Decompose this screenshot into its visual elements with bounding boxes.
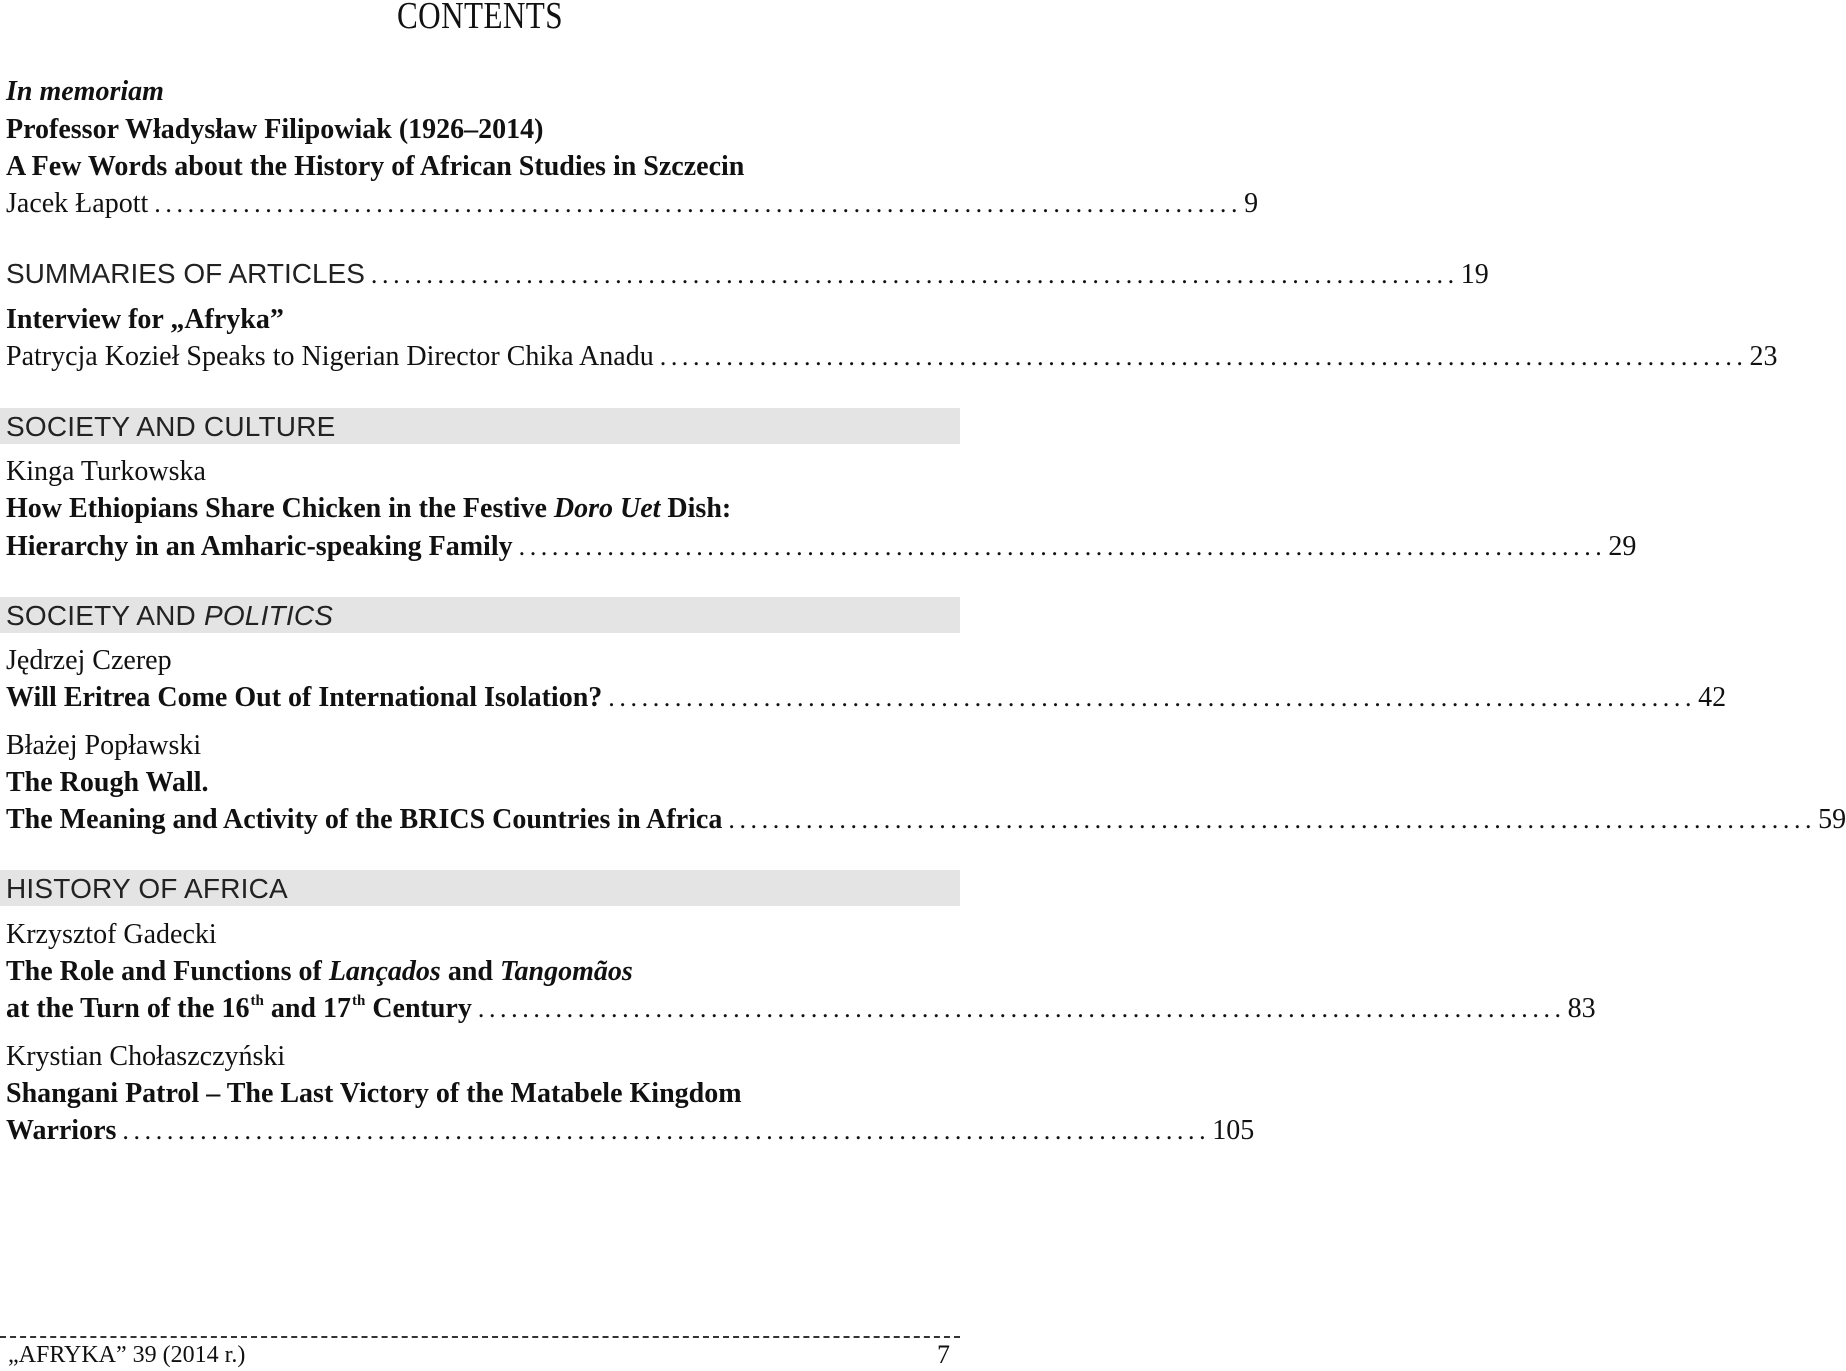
page-number: 9 <box>1244 188 1259 219</box>
politics-title-1: Will Eritrea Come Out of International Isolation? <box>6 682 603 713</box>
title-text: Century <box>365 993 472 1024</box>
memoriam-title-line2: A Few Words about the History of African Studies in Szczecin <box>6 151 745 182</box>
leader-dots: .................................................................................................. <box>154 189 1243 218</box>
politics-entry-2[interactable] <box>6 802 1846 838</box>
leader-dots: .................................................................................................. <box>477 994 1566 1023</box>
superscript: th <box>250 993 264 1009</box>
memoriam-label: In memoriam <box>6 76 164 107</box>
history-author-1: Krzysztof Gadecki <box>6 919 217 950</box>
heading-italic-text: POLITICS <box>203 600 334 631</box>
heading-text: SOCIETY AND <box>6 600 204 631</box>
footer-journal: „AFRYKA” 39 (2014 r.) <box>8 1342 246 1368</box>
section-heading-history: HISTORY OF AFRICA <box>6 873 288 904</box>
page-number: 105 <box>1212 1115 1255 1146</box>
page-number: 59 <box>1818 804 1846 835</box>
leader-dots: .................................................................................................. <box>122 1116 1211 1145</box>
page-number: 19 <box>1460 259 1489 290</box>
title-italic-term: Doro Uet <box>553 493 661 524</box>
title-italic-term: Tangomãos <box>499 956 633 987</box>
page-number: 29 <box>1608 531 1637 562</box>
history-author-2: Krystian Chołaszczyński <box>6 1041 286 1072</box>
leader-dots: .................................................................................................. <box>659 342 1748 371</box>
title-text: How Ethiopians Share Chicken in the Festive <box>6 493 554 524</box>
politics-entry-1[interactable] <box>6 680 1727 716</box>
leader-dots: .................................................................................................. <box>370 260 1459 289</box>
section-heading-society-culture: SOCIETY AND CULTURE <box>6 411 336 442</box>
title-italic-term: Lançados <box>328 956 441 987</box>
memoriam-author: Jacek Łapott <box>6 188 149 219</box>
summaries-label: SUMMARIES OF ARTICLES <box>6 258 365 289</box>
title-text: at the Turn of the 16 <box>6 993 250 1024</box>
title-text: and 17 <box>263 993 351 1024</box>
page-title: CONTENTS <box>396 0 563 37</box>
leader-dots: .................................................................................................. <box>728 805 1817 834</box>
page-number: 42 <box>1698 682 1727 713</box>
leader-dots: .................................................................................................. <box>518 532 1607 561</box>
history-entry-1[interactable] <box>6 991 1596 1027</box>
memoriam-title-line1: Professor Władysław Filipowiak (1926–2014) <box>6 114 544 145</box>
history-title-2-line1: Shangani Patrol – The Last Victory of the Matabele Kingdom <box>6 1078 742 1109</box>
title-text: The Role and Functions of <box>6 956 329 987</box>
politics-title-2-line2: The Meaning and Activity of the BRICS Countries in Africa <box>6 804 723 835</box>
society-culture-author: Kinga Turkowska <box>6 456 206 487</box>
history-title-1-line1 <box>6 954 950 990</box>
history-entry-2[interactable] <box>6 1113 1255 1149</box>
interview-subtitle: Patrycja Kozieł Speaks to Nigerian Director Chika Anadu <box>6 341 654 372</box>
page-number: 23 <box>1749 341 1778 372</box>
society-culture-entry[interactable] <box>6 529 1637 565</box>
politics-title-2-line1: The Rough Wall. <box>6 767 209 798</box>
title-text: and <box>440 956 500 987</box>
history-title-2-line2: Warriors <box>6 1115 117 1146</box>
memoriam-entry[interactable] <box>6 186 1259 222</box>
section-heading-society-politics <box>6 597 333 633</box>
page-number: 83 <box>1567 993 1596 1024</box>
history-title-1-line2 <box>6 991 472 1027</box>
interview-entry[interactable] <box>6 339 1778 375</box>
politics-author-2: Błażej Popławski <box>6 730 202 761</box>
leader-dots: .................................................................................................. <box>608 683 1697 712</box>
society-culture-title-line2: Hierarchy in an Amharic-speaking Family <box>6 531 513 562</box>
superscript: th <box>351 993 366 1009</box>
summaries-entry[interactable] <box>6 256 1489 292</box>
title-text: Dish: <box>660 493 732 524</box>
interview-title: Interview for „Afryka” <box>6 304 284 335</box>
footer-page-number: 7 <box>937 1340 950 1369</box>
politics-author-1: Jędrzej Czerep <box>6 645 172 676</box>
footer-divider <box>0 1336 960 1338</box>
society-culture-title-line1 <box>6 491 950 527</box>
